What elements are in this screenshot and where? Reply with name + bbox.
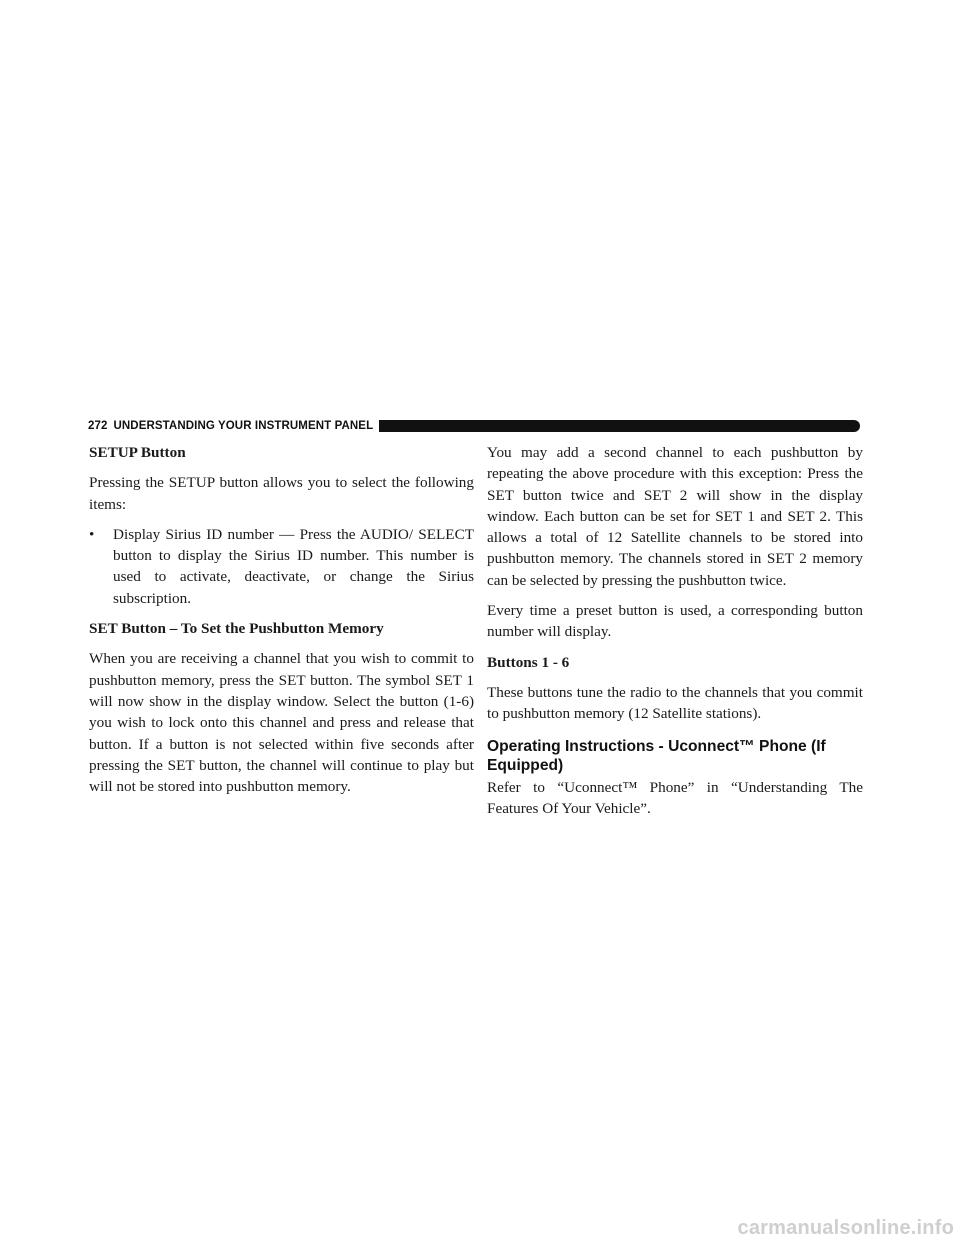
- site-watermark: carmanualsonline.info: [737, 1217, 954, 1239]
- set-button-paragraph: When you are receiving a channel that you wish to commit to pushbutton memory, press the SET button. The symbol SET 1 will now show in the display window. Select the button (1-6) you wish to lock onto this channel and press and release that button. If a button is not selected within five seconds after pressing the SET button, the channel will continue to play but will not be stored into pushbutton memory.: [89, 650, 474, 796]
- uconnect-heading: Operating Instructions - Uconnect™ Phone (If Equipped): [487, 737, 826, 774]
- left-column: [89, 442, 474, 806]
- uconnect-paragraph: Refer to “Uconnect™ Phone” in “Understanding The Features Of Your Vehicle”.: [487, 778, 863, 817]
- set-button-heading: SET Button – To Set the Pushbutton Memory: [89, 620, 384, 638]
- setup-bullet-text: Display Sirius ID number — Press the AUDIO/ SELECT button to display the Sirius ID number. This number is used to activate, deactivate, or change the Sirius subscription.: [113, 525, 474, 607]
- right-column: [487, 442, 863, 828]
- setup-intro-paragraph: Pressing the SETUP button allows you to select the following items:: [89, 474, 474, 513]
- preset-display-paragraph: Every time a preset button is used, a corresponding button number will display.: [487, 602, 863, 641]
- header-rule: [379, 420, 860, 432]
- buttons-paragraph: These buttons tune the radio to the channels that you commit to pushbutton memory (12 Satellite stations).: [487, 683, 863, 723]
- section-title: UNDERSTANDING YOUR INSTRUMENT PANEL: [113, 420, 374, 432]
- bullet-icon: •: [89, 525, 95, 543]
- setup-bullet-item: [89, 524, 474, 609]
- buttons-heading: Buttons 1 - 6: [487, 653, 570, 671]
- second-channel-paragraph: You may add a second channel to each pushbutton by repeating the above procedure with this exception: Press the SET button twice and SET 2 will show in the display window. Each button can be set for SET 1 and SET 2. This allows a total of 12 Satellite channels to be stored into pushbutton memory. The channels stored in SET 2 memory can be selected by pressing the pushbutton twice.: [487, 444, 863, 589]
- page-header: [88, 419, 860, 433]
- page-number: 272: [88, 420, 108, 432]
- setup-button-heading: SETUP Button: [89, 444, 186, 461]
